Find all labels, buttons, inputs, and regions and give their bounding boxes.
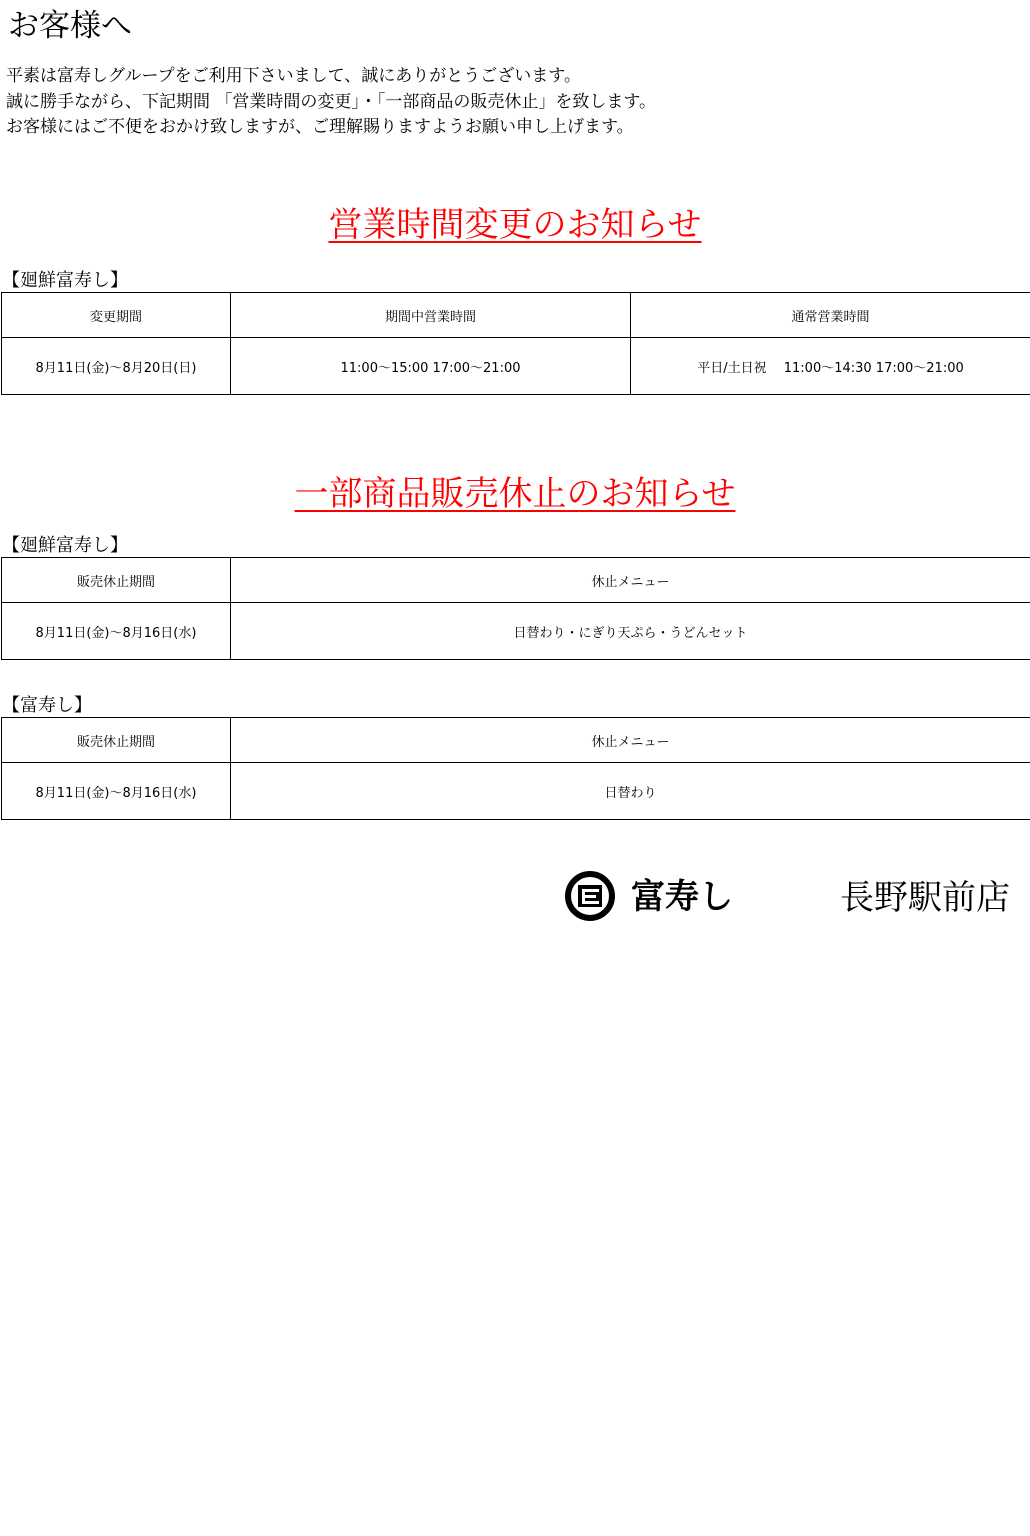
- table-cell: 8月11日(金)～8月16日(水): [2, 763, 231, 820]
- table-header-cell: 休止メニュー: [231, 718, 1030, 763]
- table-cell: 11:00～15:00 17:00～21:00: [231, 338, 631, 395]
- table-row: [2, 603, 1030, 660]
- table-header-cell: 販売休止期間: [2, 718, 231, 763]
- table-row: [2, 763, 1030, 820]
- intro-line: 平素は富寿しグループをご利用下さいまして、誠にありがとうございます。: [6, 66, 581, 86]
- table-header-cell: 休止メニュー: [231, 558, 1030, 603]
- table-header-row: [2, 293, 1030, 338]
- suspension-table-kaisen: [1, 557, 1030, 660]
- table-row: [2, 338, 1030, 395]
- store-label-kaisen: 【廻鮮富寿し】: [2, 535, 128, 556]
- intro-line: お客様にはご不便をおかけ致しますが、ご理解賜りますようお願い申し上げます。: [6, 117, 634, 137]
- hours-change-heading: [0, 203, 1030, 247]
- intro-line: 誠に勝手ながら、下記期間 「営業時間の変更」・「一部商品の販売休止」を致します。: [6, 91, 657, 112]
- logo-text: 富寿し: [631, 877, 733, 917]
- table-header-cell: 通常営業時間: [631, 293, 1030, 338]
- table-header-cell: 販売休止期間: [2, 558, 231, 603]
- table-header-row: [2, 558, 1030, 603]
- table-cell: 8月11日(金)～8月20日(日): [2, 338, 231, 395]
- table-header-row: [2, 718, 1030, 763]
- greeting: お客様へ: [8, 8, 132, 44]
- store-label-tomizushi: 【富寿し】: [2, 695, 92, 716]
- table-header-cell: 変更期間: [2, 293, 231, 338]
- tomizushi-logo: [563, 870, 778, 922]
- hours-change-heading-text: 営業時間変更のお知らせ: [328, 205, 702, 245]
- hours-table: [1, 292, 1030, 395]
- table-cell: 日替わり・にぎり天ぷら・うどんセット: [231, 603, 1030, 660]
- table-cell: 日替わり: [231, 763, 1030, 820]
- intro-text: [6, 64, 656, 141]
- suspension-table-tomizushi: [1, 717, 1030, 820]
- logo-mark-icon: [563, 870, 778, 922]
- table-header-cell: 期間中営業時間: [231, 293, 631, 338]
- table-cell: 平日/土日祝 11:00～14:30 17:00～21:00: [631, 338, 1030, 395]
- store-name: 長野駅前店: [840, 878, 1010, 918]
- suspension-heading: [0, 472, 1030, 516]
- suspension-heading-text: 一部商品販売休止のお知らせ: [294, 474, 736, 514]
- table-cell: 8月11日(金)～8月16日(水): [2, 603, 231, 660]
- store-label-kaisen: 【廻鮮富寿し】: [2, 270, 128, 291]
